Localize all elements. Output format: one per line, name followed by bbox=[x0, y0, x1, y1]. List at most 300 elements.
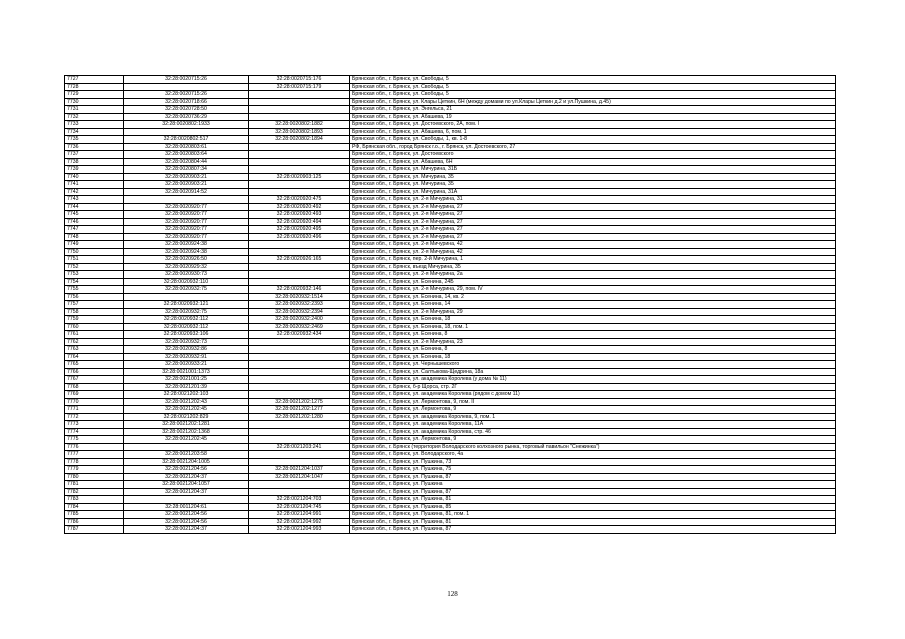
table-row bbox=[65, 406, 836, 414]
row-number-cell: 7756 bbox=[65, 293, 124, 301]
land-plot-number-cell: 32:28:0021204:56 bbox=[124, 518, 249, 526]
table-row bbox=[65, 301, 836, 309]
address-cell: Брянская обл., г. Брянск, ул. Энгельса, 21 bbox=[350, 106, 836, 114]
row-number-cell: 7766 bbox=[65, 368, 124, 376]
building-number-cell: 32:28:0021204:991 bbox=[249, 511, 350, 519]
address-cell: Брянская обл., г. Брянск, ул. Пушкина, 81, пом. 1 bbox=[350, 511, 836, 519]
row-number-cell: 7769 bbox=[65, 391, 124, 399]
land-plot-number-cell: 32:28:0020920:77 bbox=[124, 233, 249, 241]
row-number-cell: 7727 bbox=[65, 76, 124, 84]
building-number-cell bbox=[249, 166, 350, 174]
building-number-cell bbox=[249, 271, 350, 279]
table-row bbox=[65, 196, 836, 204]
table-row bbox=[65, 286, 836, 294]
building-number-cell: 32:28:0020715:179 bbox=[249, 83, 350, 91]
address-cell: Брянская обл., г. Брянск, ул. 2-я Мичурина, 2а bbox=[350, 271, 836, 279]
table-row bbox=[65, 391, 836, 399]
address-cell: Брянская обл., г. Брянск, ул. Свободы, 1, кв. 1-8 bbox=[350, 136, 836, 144]
building-number-cell: 32:28:0020920:494 bbox=[249, 218, 350, 226]
address-cell: Брянская обл., г. Брянск, ул. Есенина, 8 bbox=[350, 331, 836, 339]
land-plot-number-cell: 32:28:0020803:61 bbox=[124, 143, 249, 151]
address-cell: Брянская обл., г. Брянск, ул. Лермонтова, 9 bbox=[350, 406, 836, 414]
building-number-cell: 32:28:0021202:1277 bbox=[249, 406, 350, 414]
building-number-cell: 32:28:0021204:1047 bbox=[249, 473, 350, 481]
land-plot-number-cell: 32:28:0020932:75 bbox=[124, 286, 249, 294]
address-cell: Брянская обл., г. Брянск, ул. академика Королева (рядом с домом 11) bbox=[350, 391, 836, 399]
building-number-cell bbox=[249, 151, 350, 159]
table-row bbox=[65, 158, 836, 166]
land-plot-number-cell: 32:28:0020932:112 bbox=[124, 316, 249, 324]
table-row bbox=[65, 278, 836, 286]
address-cell: Брянская обл., г. Брянск, ул. Есенина, 14 bbox=[350, 301, 836, 309]
address-cell: Брянская обл., г. Брянск, ул. Мичурина, 31Б bbox=[350, 166, 836, 174]
row-number-cell: 7775 bbox=[65, 436, 124, 444]
land-plot-number-cell: 32:28:0020802:517 bbox=[124, 136, 249, 144]
row-number-cell: 7772 bbox=[65, 413, 124, 421]
row-number-cell: 7730 bbox=[65, 98, 124, 106]
row-number-cell: 7754 bbox=[65, 278, 124, 286]
row-number-cell: 7739 bbox=[65, 166, 124, 174]
row-number-cell: 7749 bbox=[65, 241, 124, 249]
cadastral-registry-table bbox=[64, 75, 836, 534]
row-number-cell: 7755 bbox=[65, 286, 124, 294]
address-cell: Брянская обл., г. Брянск, ул. 2-я Мичурина, 27 bbox=[350, 211, 836, 219]
building-number-cell bbox=[249, 383, 350, 391]
land-plot-number-cell: 32:28:0021204:1005 bbox=[124, 458, 249, 466]
address-cell: Брянская обл., г. Брянск, ул. Есенина, 24Б bbox=[350, 278, 836, 286]
land-plot-number-cell bbox=[124, 496, 249, 504]
land-plot-number-cell: 32:28:0020932:106 bbox=[124, 331, 249, 339]
land-plot-number-cell: 32:28:0020803:64 bbox=[124, 151, 249, 159]
table-row bbox=[65, 121, 836, 129]
table-row bbox=[65, 166, 836, 174]
row-number-cell: 7733 bbox=[65, 121, 124, 129]
building-number-cell: 32:28:0021204:992 bbox=[249, 518, 350, 526]
table-row bbox=[65, 271, 836, 279]
row-number-cell: 7760 bbox=[65, 323, 124, 331]
building-number-cell bbox=[249, 346, 350, 354]
land-plot-number-cell: 32:28:0020932:75 bbox=[124, 308, 249, 316]
building-number-cell: 32:28:0020926:165 bbox=[249, 256, 350, 264]
row-number-cell: 7753 bbox=[65, 271, 124, 279]
row-number-cell: 7738 bbox=[65, 158, 124, 166]
address-cell: Брянская обл., г. Брянск, ул. Есенина, 8 bbox=[350, 346, 836, 354]
address-cell: Брянская обл., г. Брянск, ул. 2-я Мичурина, 23 bbox=[350, 338, 836, 346]
row-number-cell: 7786 bbox=[65, 518, 124, 526]
table-row bbox=[65, 211, 836, 219]
row-number-cell: 7763 bbox=[65, 346, 124, 354]
table-row bbox=[65, 436, 836, 444]
address-cell: Брянская обл., г. Брянск, ул. Свободы, 5 bbox=[350, 91, 836, 99]
land-plot-number-cell: 32:28:0011204:61 bbox=[124, 503, 249, 511]
table-row bbox=[65, 136, 836, 144]
building-number-cell bbox=[249, 143, 350, 151]
address-cell: Брянская обл., г. Брянск, ул. академика Королева, стр. 46 bbox=[350, 428, 836, 436]
land-plot-number-cell: 32:28:0020932:91 bbox=[124, 353, 249, 361]
land-plot-number-cell: 32:28:0020930:73 bbox=[124, 271, 249, 279]
address-cell: Брянская обл., г. Брянск, ул. Пушкина, 87 bbox=[350, 526, 836, 534]
building-number-cell bbox=[249, 488, 350, 496]
address-cell: Брянская обл., г. Брянск, ул. академика Королева (у дома № 11) bbox=[350, 376, 836, 384]
table-row bbox=[65, 511, 836, 519]
row-number-cell: 7782 bbox=[65, 488, 124, 496]
table-row bbox=[65, 488, 836, 496]
building-number-cell: 32:28:0020715:176 bbox=[249, 76, 350, 84]
address-cell: Брянская обл., г. Брянск, ул. Пушкина bbox=[350, 481, 836, 489]
address-cell: Брянская обл., г. Брянск, ул. Пушкина, 73 bbox=[350, 458, 836, 466]
table-row bbox=[65, 361, 836, 369]
building-number-cell: 32:28:0020932:2394 bbox=[249, 308, 350, 316]
address-cell: Брянская обл., г. Брянск, ул. Свободы, 5 bbox=[350, 83, 836, 91]
land-plot-number-cell: 32:28:0020924:38 bbox=[124, 248, 249, 256]
land-plot-number-cell: 32:28:0021202:1368 bbox=[124, 428, 249, 436]
row-number-cell: 7781 bbox=[65, 481, 124, 489]
building-number-cell bbox=[249, 428, 350, 436]
table-row bbox=[65, 466, 836, 474]
table-row bbox=[65, 106, 836, 114]
table-row bbox=[65, 143, 836, 151]
building-number-cell: 32:28:0020920:495 bbox=[249, 226, 350, 234]
row-number-cell: 7740 bbox=[65, 173, 124, 181]
land-plot-number-cell: 32:28:0020932:121 bbox=[124, 301, 249, 309]
land-plot-number-cell: 32:28:0020802:1933 bbox=[124, 121, 249, 129]
land-plot-number-cell: 32:28:0021202:1281 bbox=[124, 421, 249, 429]
row-number-cell: 7742 bbox=[65, 188, 124, 196]
table-row bbox=[65, 346, 836, 354]
building-number-cell bbox=[249, 158, 350, 166]
land-plot-number-cell: 32:28:0021202:45 bbox=[124, 436, 249, 444]
building-number-cell: 32:28:0020903:125 bbox=[249, 173, 350, 181]
row-number-cell: 7770 bbox=[65, 398, 124, 406]
table-row bbox=[65, 421, 836, 429]
row-number-cell: 7773 bbox=[65, 421, 124, 429]
table-row bbox=[65, 451, 836, 459]
address-cell: Брянская обл., г. Брянск, ул. 2-я Мичурина, 42 bbox=[350, 248, 836, 256]
building-number-cell bbox=[249, 113, 350, 121]
row-number-cell: 7728 bbox=[65, 83, 124, 91]
address-cell: Брянская обл., г. Брянск, ул. 2-я Мичурина, 27 bbox=[350, 233, 836, 241]
land-plot-number-cell bbox=[124, 128, 249, 136]
building-number-cell: 32:28:0021202:1275 bbox=[249, 398, 350, 406]
table-row bbox=[65, 173, 836, 181]
table-row bbox=[65, 518, 836, 526]
land-plot-number-cell: 32:28:0020715:26 bbox=[124, 91, 249, 99]
building-number-cell bbox=[249, 91, 350, 99]
row-number-cell: 7768 bbox=[65, 383, 124, 391]
building-number-cell: 32:28:0020932:434 bbox=[249, 331, 350, 339]
row-number-cell: 7747 bbox=[65, 226, 124, 234]
row-number-cell: 7736 bbox=[65, 143, 124, 151]
address-cell: Брянская обл., г. Брянск, ул. 2-я Мичурина, 27 bbox=[350, 226, 836, 234]
table-row bbox=[65, 233, 836, 241]
row-number-cell: 7761 bbox=[65, 331, 124, 339]
table-row bbox=[65, 181, 836, 189]
building-number-cell: 32:28:0020920:493 bbox=[249, 211, 350, 219]
building-number-cell: 32:28:0020932:2469 bbox=[249, 323, 350, 331]
table-row bbox=[65, 188, 836, 196]
building-number-cell: 32:28:0020802:1882 bbox=[249, 121, 350, 129]
row-number-cell: 7764 bbox=[65, 353, 124, 361]
building-number-cell: 32:28:0021204:993 bbox=[249, 526, 350, 534]
address-cell: Брянская обл., г. Брянск, ул. Мичурина, 35 bbox=[350, 173, 836, 181]
address-cell: Брянская обл., г. Брянск, ул. 2-я Мичурина, 27 bbox=[350, 218, 836, 226]
table-row bbox=[65, 503, 836, 511]
building-number-cell: 32:28:0021204:703 bbox=[249, 496, 350, 504]
building-number-cell bbox=[249, 338, 350, 346]
table-row bbox=[65, 338, 836, 346]
land-plot-number-cell: 32:28:0021203:58 bbox=[124, 451, 249, 459]
land-plot-number-cell: 32:28:0020903:21 bbox=[124, 173, 249, 181]
table-row bbox=[65, 368, 836, 376]
land-plot-number-cell: 32:28:0020804:44 bbox=[124, 158, 249, 166]
land-plot-number-cell: 32:28:0020920:77 bbox=[124, 211, 249, 219]
row-number-cell: 7751 bbox=[65, 256, 124, 264]
table-row bbox=[65, 323, 836, 331]
row-number-cell: 7746 bbox=[65, 218, 124, 226]
table-row bbox=[65, 128, 836, 136]
address-cell: Брянская обл., г. Брянск, ул. Пушкина, 75 bbox=[350, 466, 836, 474]
table-row bbox=[65, 376, 836, 384]
row-number-cell: 7731 bbox=[65, 106, 124, 114]
table-row bbox=[65, 256, 836, 264]
building-number-cell bbox=[249, 181, 350, 189]
building-number-cell bbox=[249, 188, 350, 196]
address-cell: Брянская обл., г. Брянск, ул. Пушкина, 87 bbox=[350, 473, 836, 481]
land-plot-number-cell: 32:28:0020929:32 bbox=[124, 263, 249, 271]
row-number-cell: 7735 bbox=[65, 136, 124, 144]
row-number-cell: 7767 bbox=[65, 376, 124, 384]
building-number-cell bbox=[249, 481, 350, 489]
building-number-cell: 32:28:0020920:492 bbox=[249, 203, 350, 211]
land-plot-number-cell: 32:28:0020920:77 bbox=[124, 218, 249, 226]
row-number-cell: 7774 bbox=[65, 428, 124, 436]
table-row bbox=[65, 218, 836, 226]
table-row bbox=[65, 481, 836, 489]
land-plot-number-cell: 32:28:0021204:37 bbox=[124, 473, 249, 481]
row-number-cell: 7750 bbox=[65, 248, 124, 256]
address-cell: Брянская обл., г. Брянск, ул. 2-я Мичурина, 29, пом. IV bbox=[350, 286, 836, 294]
row-number-cell: 7734 bbox=[65, 128, 124, 136]
address-cell: Брянская обл., г. Брянск, ул. 2-я Мичурина, 29 bbox=[350, 308, 836, 316]
building-number-cell: 32:28:0020932:2400 bbox=[249, 316, 350, 324]
building-number-cell bbox=[249, 263, 350, 271]
building-number-cell bbox=[249, 451, 350, 459]
address-cell: Брянская обл., г. Брянск, ул. Достоевского bbox=[350, 151, 836, 159]
address-cell: Брянская обл., г. Брянск, ул. Пушкина, 81 bbox=[350, 496, 836, 504]
address-cell: Брянская обл., г. Брянск, въезд Мичурина, 35 bbox=[350, 263, 836, 271]
table-row bbox=[65, 353, 836, 361]
land-plot-number-cell: 32:28:0020932:112 bbox=[124, 323, 249, 331]
row-number-cell: 7729 bbox=[65, 91, 124, 99]
table-row bbox=[65, 91, 836, 99]
table-row bbox=[65, 226, 836, 234]
building-number-cell bbox=[249, 278, 350, 286]
land-plot-number-cell: 32:28:0020914:52 bbox=[124, 188, 249, 196]
address-cell: Брянская обл., г. Брянск, ул. Абашева, 19 bbox=[350, 113, 836, 121]
land-plot-number-cell: 32:28:0020926:50 bbox=[124, 256, 249, 264]
address-cell: Брянская обл., г. Брянск, ул. Пушкина, 81 bbox=[350, 518, 836, 526]
row-number-cell: 7771 bbox=[65, 406, 124, 414]
table-row bbox=[65, 248, 836, 256]
table-row bbox=[65, 113, 836, 121]
row-number-cell: 7748 bbox=[65, 233, 124, 241]
table-row bbox=[65, 98, 836, 106]
land-plot-number-cell bbox=[124, 83, 249, 91]
table-row bbox=[65, 331, 836, 339]
land-plot-number-cell: 32:28:0020718:66 bbox=[124, 98, 249, 106]
land-plot-number-cell: 32:28:0020807:34 bbox=[124, 166, 249, 174]
land-plot-number-cell: 32:28:0021204:37 bbox=[124, 526, 249, 534]
land-plot-number-cell: 32:28:0021001:1373 bbox=[124, 368, 249, 376]
table-body bbox=[65, 76, 836, 534]
building-number-cell bbox=[249, 436, 350, 444]
row-number-cell: 7744 bbox=[65, 203, 124, 211]
land-plot-number-cell: 32:28:0021204:1057 bbox=[124, 481, 249, 489]
row-number-cell: 7759 bbox=[65, 316, 124, 324]
address-cell: Брянская обл., г. Брянск, пер. 2-й Мичурина, 1 bbox=[350, 256, 836, 264]
land-plot-number-cell: 32:28:0021202:829 bbox=[124, 413, 249, 421]
building-number-cell: 32:28:0021203:241 bbox=[249, 443, 350, 451]
building-number-cell: 32:28:0021204:745 bbox=[249, 503, 350, 511]
land-plot-number-cell: 32:28:0020715:26 bbox=[124, 76, 249, 84]
row-number-cell: 7762 bbox=[65, 338, 124, 346]
row-number-cell: 7777 bbox=[65, 451, 124, 459]
address-cell: Брянская обл., г. Брянск, ул. 2-я Мичурина, 31 bbox=[350, 196, 836, 204]
land-plot-number-cell: 32:28:0020932:110 bbox=[124, 278, 249, 286]
address-cell: Брянская обл., г. Брянск, ул. Абашева, 6, пом. 1 bbox=[350, 128, 836, 136]
building-number-cell: 32:28:0020932:2393 bbox=[249, 301, 350, 309]
table-row bbox=[65, 263, 836, 271]
table-row bbox=[65, 398, 836, 406]
row-number-cell: 7765 bbox=[65, 361, 124, 369]
building-number-cell: 32:28:0020932:146 bbox=[249, 286, 350, 294]
row-number-cell: 7779 bbox=[65, 466, 124, 474]
address-cell: Брянская обл., г. Брянск, ул. Лермонтова, 9 bbox=[350, 436, 836, 444]
page-number: 128 bbox=[447, 590, 458, 598]
building-number-cell bbox=[249, 391, 350, 399]
address-cell: Брянская обл., г. Брянск, ул. академика Королева, 11А bbox=[350, 421, 836, 429]
address-cell: Брянская обл., г. Брянск, ул. академика Королева, 9, пом. 1 bbox=[350, 413, 836, 421]
land-plot-number-cell: 32:28:0020903:21 bbox=[124, 181, 249, 189]
row-number-cell: 7732 bbox=[65, 113, 124, 121]
table-row bbox=[65, 293, 836, 301]
building-number-cell bbox=[249, 106, 350, 114]
address-cell: Брянская обл., г. Брянск, ул. Мичурина, 35 bbox=[350, 181, 836, 189]
table-row bbox=[65, 316, 836, 324]
land-plot-number-cell: 32:28:0021202:45 bbox=[124, 406, 249, 414]
address-cell: Брянская обл., г. Брянск, ул. Абашева, 6Н bbox=[350, 158, 836, 166]
address-cell: Брянская обл., г. Брянск, ул. Пушкина, 85 bbox=[350, 503, 836, 511]
address-cell: Брянская обл., г. Брянск, ул. Достоевского, 2А, пом. I bbox=[350, 121, 836, 129]
table-row bbox=[65, 308, 836, 316]
land-plot-number-cell: 32:28:0020933:21 bbox=[124, 361, 249, 369]
land-plot-number-cell: 32:28:0021001:25 bbox=[124, 376, 249, 384]
address-cell: Брянская обл., г. Брянск, ул. Есенина, 18 bbox=[350, 316, 836, 324]
building-number-cell: 32:28:0021204:1037 bbox=[249, 466, 350, 474]
row-number-cell: 7785 bbox=[65, 511, 124, 519]
building-number-cell bbox=[249, 376, 350, 384]
address-cell: Брянская обл., г. Брянск, ул. Клары Цеткин, 6Н (между домами по ул.Клары Цеткин д.2 и ул.Пушкина, д.45) bbox=[350, 98, 836, 106]
address-cell: Брянская обл., г. Брянск, ул. Мичурина, 31А bbox=[350, 188, 836, 196]
address-cell: Брянская обл., г. Брянск, ул. Салтыкова-Щедрина, 18а bbox=[350, 368, 836, 376]
row-number-cell: 7780 bbox=[65, 473, 124, 481]
row-number-cell: 7778 bbox=[65, 458, 124, 466]
land-plot-number-cell: 32:28:0021201:39 bbox=[124, 383, 249, 391]
address-cell: Брянская обл., г. Брянск, ул. Лермонтова, 9, пом. II bbox=[350, 398, 836, 406]
row-number-cell: 7787 bbox=[65, 526, 124, 534]
row-number-cell: 7784 bbox=[65, 503, 124, 511]
address-cell: РФ, Брянская обл., город Брянск г.о., г. Брянск, ул. Достоевского, 27 bbox=[350, 143, 836, 151]
row-number-cell: 7758 bbox=[65, 308, 124, 316]
building-number-cell: 32:28:0021202:1280 bbox=[249, 413, 350, 421]
building-number-cell bbox=[249, 421, 350, 429]
land-plot-number-cell: 32:28:0020728:50 bbox=[124, 106, 249, 114]
address-cell: Брянская обл., г. Брянск, б-р Щорса, стр. 2Г bbox=[350, 383, 836, 391]
land-plot-number-cell: 32:28:0021204:56 bbox=[124, 511, 249, 519]
table-row bbox=[65, 473, 836, 481]
building-number-cell: 32:28:0020920:496 bbox=[249, 233, 350, 241]
land-plot-number-cell: 32:28:0020736:29 bbox=[124, 113, 249, 121]
address-cell: Брянская обл., г. Брянск, ул. Володарского, 4а bbox=[350, 451, 836, 459]
table-row bbox=[65, 496, 836, 504]
row-number-cell: 7752 bbox=[65, 263, 124, 271]
table-row bbox=[65, 443, 836, 451]
row-number-cell: 7737 bbox=[65, 151, 124, 159]
land-plot-number-cell bbox=[124, 196, 249, 204]
building-number-cell bbox=[249, 353, 350, 361]
land-plot-number-cell: 32:28:0020920:77 bbox=[124, 203, 249, 211]
table-row bbox=[65, 83, 836, 91]
land-plot-number-cell: 32:28:0020924:38 bbox=[124, 241, 249, 249]
table-row bbox=[65, 413, 836, 421]
building-number-cell bbox=[249, 458, 350, 466]
address-cell: Брянская обл., г. Брянск, ул. Свободы, 5 bbox=[350, 76, 836, 84]
table-row bbox=[65, 458, 836, 466]
building-number-cell bbox=[249, 248, 350, 256]
land-plot-number-cell: 32:28:0021202:43 bbox=[124, 398, 249, 406]
address-cell: Брянская обл., г. Брянск, ул. Есенина, 18, пом. 1 bbox=[350, 323, 836, 331]
building-number-cell bbox=[249, 241, 350, 249]
land-plot-number-cell: 32:28:0020920:77 bbox=[124, 226, 249, 234]
address-cell: Брянская обл., г. Брянск, ул. 2-я Мичурина, 42 bbox=[350, 241, 836, 249]
table-row bbox=[65, 241, 836, 249]
address-cell: Брянская обл., г. Брянск (территория Володарского колхозного рынка, торговый павильон "Снежинка") bbox=[350, 443, 836, 451]
row-number-cell: 7776 bbox=[65, 443, 124, 451]
building-number-cell: 32:28:0020802:1893 bbox=[249, 128, 350, 136]
row-number-cell: 7743 bbox=[65, 196, 124, 204]
table-row bbox=[65, 428, 836, 436]
building-number-cell bbox=[249, 368, 350, 376]
land-plot-number-cell bbox=[124, 443, 249, 451]
table-row bbox=[65, 76, 836, 84]
address-cell: Брянская обл., г. Брянск, ул. 2-я Мичурина, 27 bbox=[350, 203, 836, 211]
land-plot-number-cell: 32:28:0020932:73 bbox=[124, 338, 249, 346]
building-number-cell: 32:28:0020802:1894 bbox=[249, 136, 350, 144]
land-plot-number-cell: 32:28:0021204:37 bbox=[124, 488, 249, 496]
building-number-cell: 32:28:0020920:475 bbox=[249, 196, 350, 204]
building-number-cell bbox=[249, 361, 350, 369]
row-number-cell: 7783 bbox=[65, 496, 124, 504]
address-cell: Брянская обл., г. Брянск, ул. Чернышевского bbox=[350, 361, 836, 369]
land-plot-number-cell: 32:28:0021204:56 bbox=[124, 466, 249, 474]
table-row bbox=[65, 151, 836, 159]
address-cell: Брянская обл., г. Брянск, ул. Есенина, 14, кв. 2 bbox=[350, 293, 836, 301]
table-row bbox=[65, 203, 836, 211]
building-number-cell bbox=[249, 98, 350, 106]
land-plot-number-cell: 32:28:0021202:103 bbox=[124, 391, 249, 399]
table-row bbox=[65, 526, 836, 534]
row-number-cell: 7745 bbox=[65, 211, 124, 219]
